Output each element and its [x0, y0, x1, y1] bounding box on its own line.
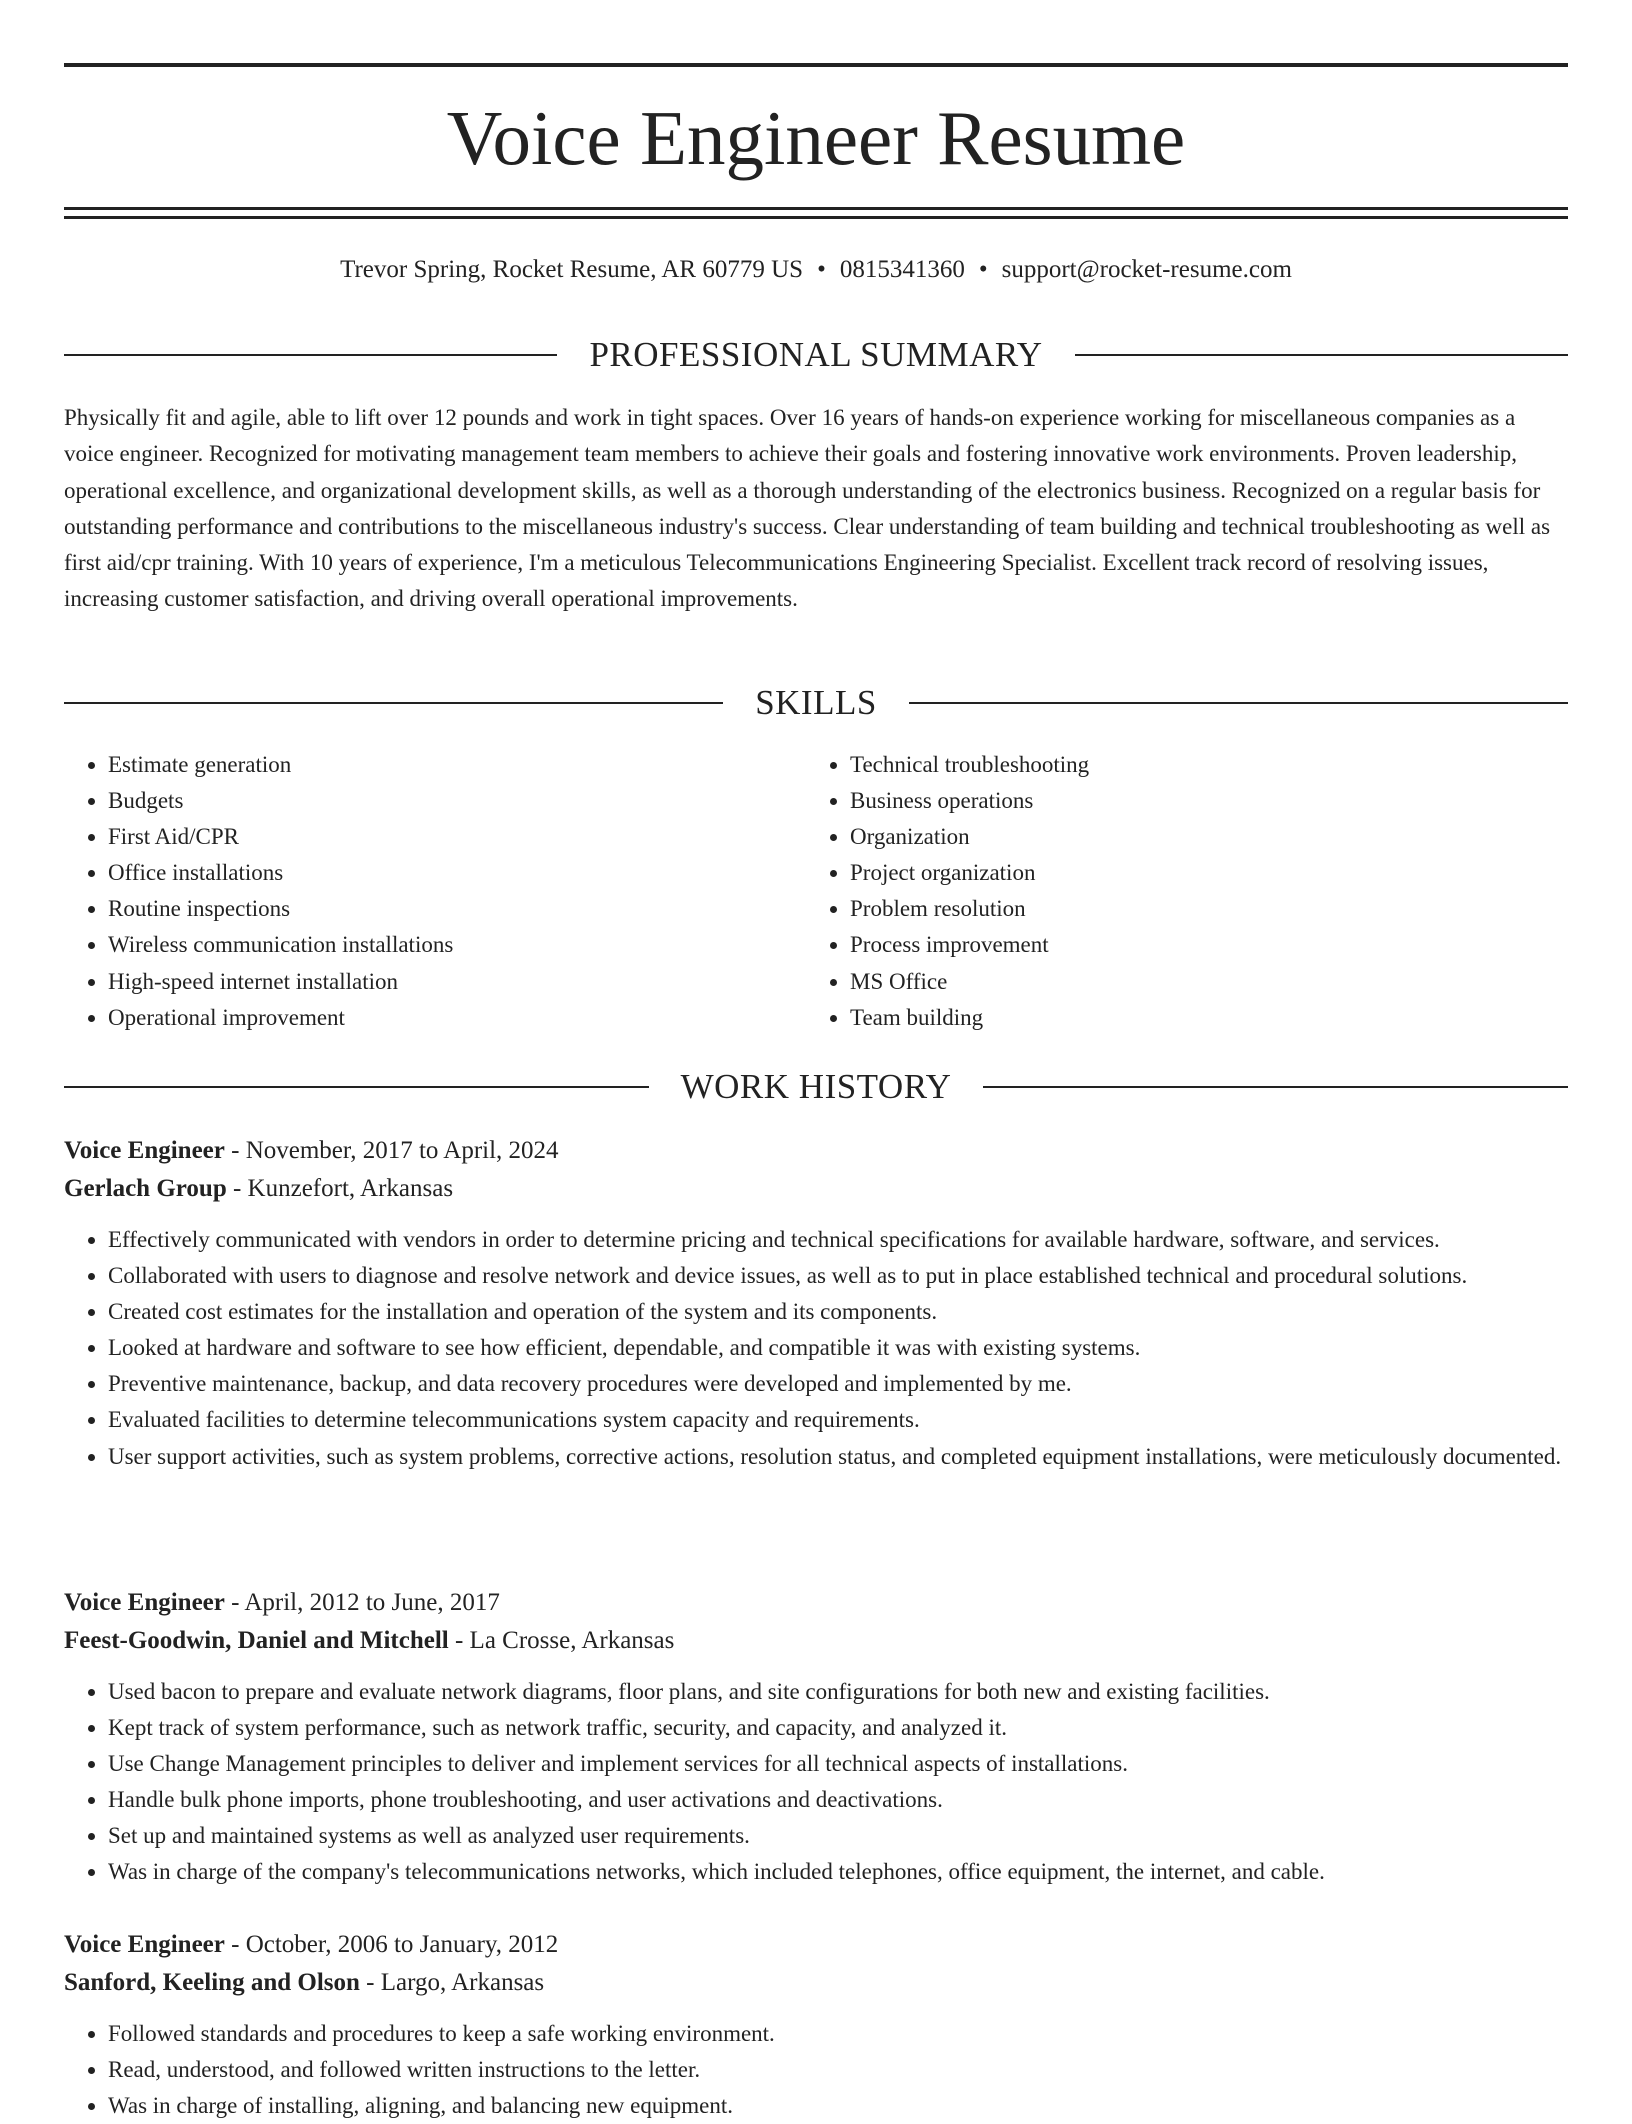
skill-item: • Business operations — [850, 783, 1548, 819]
skill-item: • Wireless communication installations — [108, 927, 806, 963]
job-company-line — [64, 1170, 1568, 1208]
job-title-line — [64, 1132, 1568, 1170]
skills-list-left — [64, 747, 806, 1036]
job-bullets — [64, 1674, 1568, 1891]
top-rule — [64, 63, 1568, 67]
contact-line — [64, 255, 1568, 285]
skill-item: • Operational improvement — [108, 1000, 806, 1036]
summary-heading-label: PROFESSIONAL SUMMARY — [589, 335, 1043, 374]
job-title: Voice Engineer — [64, 1931, 225, 1958]
skill-item: • Problem resolution — [850, 891, 1548, 927]
skills-heading-label: SKILLS — [755, 683, 877, 722]
work-heading-label: WORK HISTORY — [680, 1067, 952, 1106]
skill-item: • Technical troubleshooting — [850, 747, 1548, 783]
heading-rule-right — [1075, 354, 1568, 356]
job-bullet: • User support activities, such as system problems, corrective actions, resolution status, and completed equipment installations, were meticulously documented. — [108, 1439, 1568, 1475]
job-bullet: • Set up and maintained systems as well as analyzed user requirements. — [108, 1818, 1568, 1854]
heading-rule-right — [983, 1086, 1568, 1088]
job-dates: - April, 2012 to June, 2017 — [224, 1589, 500, 1616]
contact-email: support@rocket-resume.com — [1001, 256, 1292, 283]
skills-columns — [64, 747, 1568, 1036]
contact-phone: 0815341360 — [839, 256, 965, 283]
job-company: Sanford, Keeling and Olson — [64, 1969, 360, 1996]
job-bullet: • Used bacon to prepare and evaluate network diagrams, floor plans, and site configurations for both new and existing facilities. — [108, 1674, 1568, 1710]
skills-list-right — [806, 747, 1548, 1036]
contact-separator: • — [978, 256, 988, 283]
title-rule-upper — [64, 207, 1568, 210]
job-bullets — [64, 1222, 1568, 1475]
job-dates: - October, 2006 to January, 2012 — [224, 1931, 559, 1958]
job-bullet: • Use Change Management principles to deliver and implement services for all technical aspects of installations. — [108, 1746, 1568, 1782]
skills-heading — [64, 683, 1568, 723]
contact-address: Trevor Spring, Rocket Resume, AR 60779 US — [340, 256, 804, 283]
heading-rule-left — [64, 354, 557, 356]
work-heading — [64, 1067, 1568, 1107]
job-dates: - November, 2017 to April, 2024 — [224, 1137, 559, 1164]
skill-item: • Organization — [850, 819, 1548, 855]
skill-item: • Process improvement — [850, 927, 1548, 963]
job-company: Feest-Goodwin, Daniel and Mitchell — [64, 1627, 449, 1654]
contact-separator: • — [817, 256, 826, 283]
summary-text: Physically fit and agile, able to lift over 12 pounds and work in tight spaces. Over 16 years of hands-on experience working for miscellaneous companies as a voice engineer. Recognized for motivating management team members to achieve their goals and fostering innovative work environments. Proven leadership, operational excellence, and organizational development skills, as well as a thorough understanding of the electronics business. Recognized on a regular basis for outstanding performance and contributions to the miscellaneous industry's success. Clear understanding of team building and technical troubleshooting as well as first aid/cpr training. With 10 years of experience, I'm a meticulous Telecommunications Engineering Specialist. Excellent track record of resolving issues, increasing customer satisfaction, and driving overall operational improvements. — [64, 405, 1551, 612]
job-company: Gerlach Group — [64, 1175, 227, 1202]
heading-rule-left — [64, 1086, 649, 1088]
job-bullet: • Handle bulk phone imports, phone troubleshooting, and user activations and deactivations. — [108, 1782, 1568, 1818]
job-location: - Kunzefort, Arkansas — [226, 1175, 454, 1202]
title-rule-lower — [64, 216, 1568, 219]
job-title: Voice Engineer — [64, 1137, 225, 1164]
job-bullet: • Kept track of system performance, such as network traffic, security, and capacity, and analyzed it. — [108, 1710, 1568, 1746]
job-bullets — [64, 2016, 1568, 2124]
skill-item: • Routine inspections — [108, 891, 806, 927]
skill-item: • Budgets — [108, 783, 806, 819]
job-bullet: • Evaluated facilities to determine telecommunications system capacity and requirements. — [108, 1402, 1568, 1438]
job-bullet: • Looked at hardware and software to see how efficient, dependable, and compatible it was with existing systems. — [108, 1330, 1568, 1366]
skill-item: • Team building — [850, 1000, 1548, 1036]
job-title-line — [64, 1926, 1568, 1964]
job-bullet: • Read, understood, and followed written instructions to the letter. — [108, 2052, 1568, 2088]
skill-item: • Office installations — [108, 855, 806, 891]
job-entry — [64, 1926, 1568, 2124]
job-bullet: • Collaborated with users to diagnose and resolve network and device issues, as well as to put in place established technical and procedural solutions. — [108, 1258, 1568, 1294]
job-location: - La Crosse, Arkansas — [448, 1627, 675, 1654]
skill-item: • Estimate generation — [108, 747, 806, 783]
skill-item: • MS Office — [850, 964, 1548, 1000]
job-company-line — [64, 1622, 1568, 1660]
heading-rule-right — [909, 702, 1568, 704]
job-location: - Largo, Arkansas — [359, 1969, 545, 1996]
document-title: Voice Engineer Resume — [446, 95, 1186, 181]
job-company-line — [64, 1964, 1568, 2002]
skill-item: • High-speed internet installation — [108, 964, 806, 1000]
job-entry — [64, 1584, 1568, 1891]
job-bullet: • Was in charge of the company's telecommunications networks, which included telephones, office equipment, the internet, and cable. — [108, 1854, 1568, 1890]
heading-rule-left — [64, 702, 723, 704]
job-bullet: • Created cost estimates for the installation and operation of the system and its components. — [108, 1294, 1568, 1330]
job-bullet: • Preventive maintenance, backup, and data recovery procedures were developed and implemented by me. — [108, 1366, 1568, 1402]
job-title: Voice Engineer — [64, 1589, 225, 1616]
job-title-line — [64, 1584, 1568, 1622]
job-entry — [64, 1132, 1568, 1475]
job-bullet: • Effectively communicated with vendors in order to determine pricing and technical specifications for available hardware, software, and services. — [108, 1222, 1568, 1258]
summary-heading — [64, 335, 1568, 375]
job-bullet: • Was in charge of installing, aligning, and balancing new equipment. — [108, 2088, 1568, 2124]
skill-item: • First Aid/CPR — [108, 819, 806, 855]
skill-item: • Project organization — [850, 855, 1548, 891]
job-bullet: • Followed standards and procedures to keep a safe working environment. — [108, 2016, 1568, 2052]
